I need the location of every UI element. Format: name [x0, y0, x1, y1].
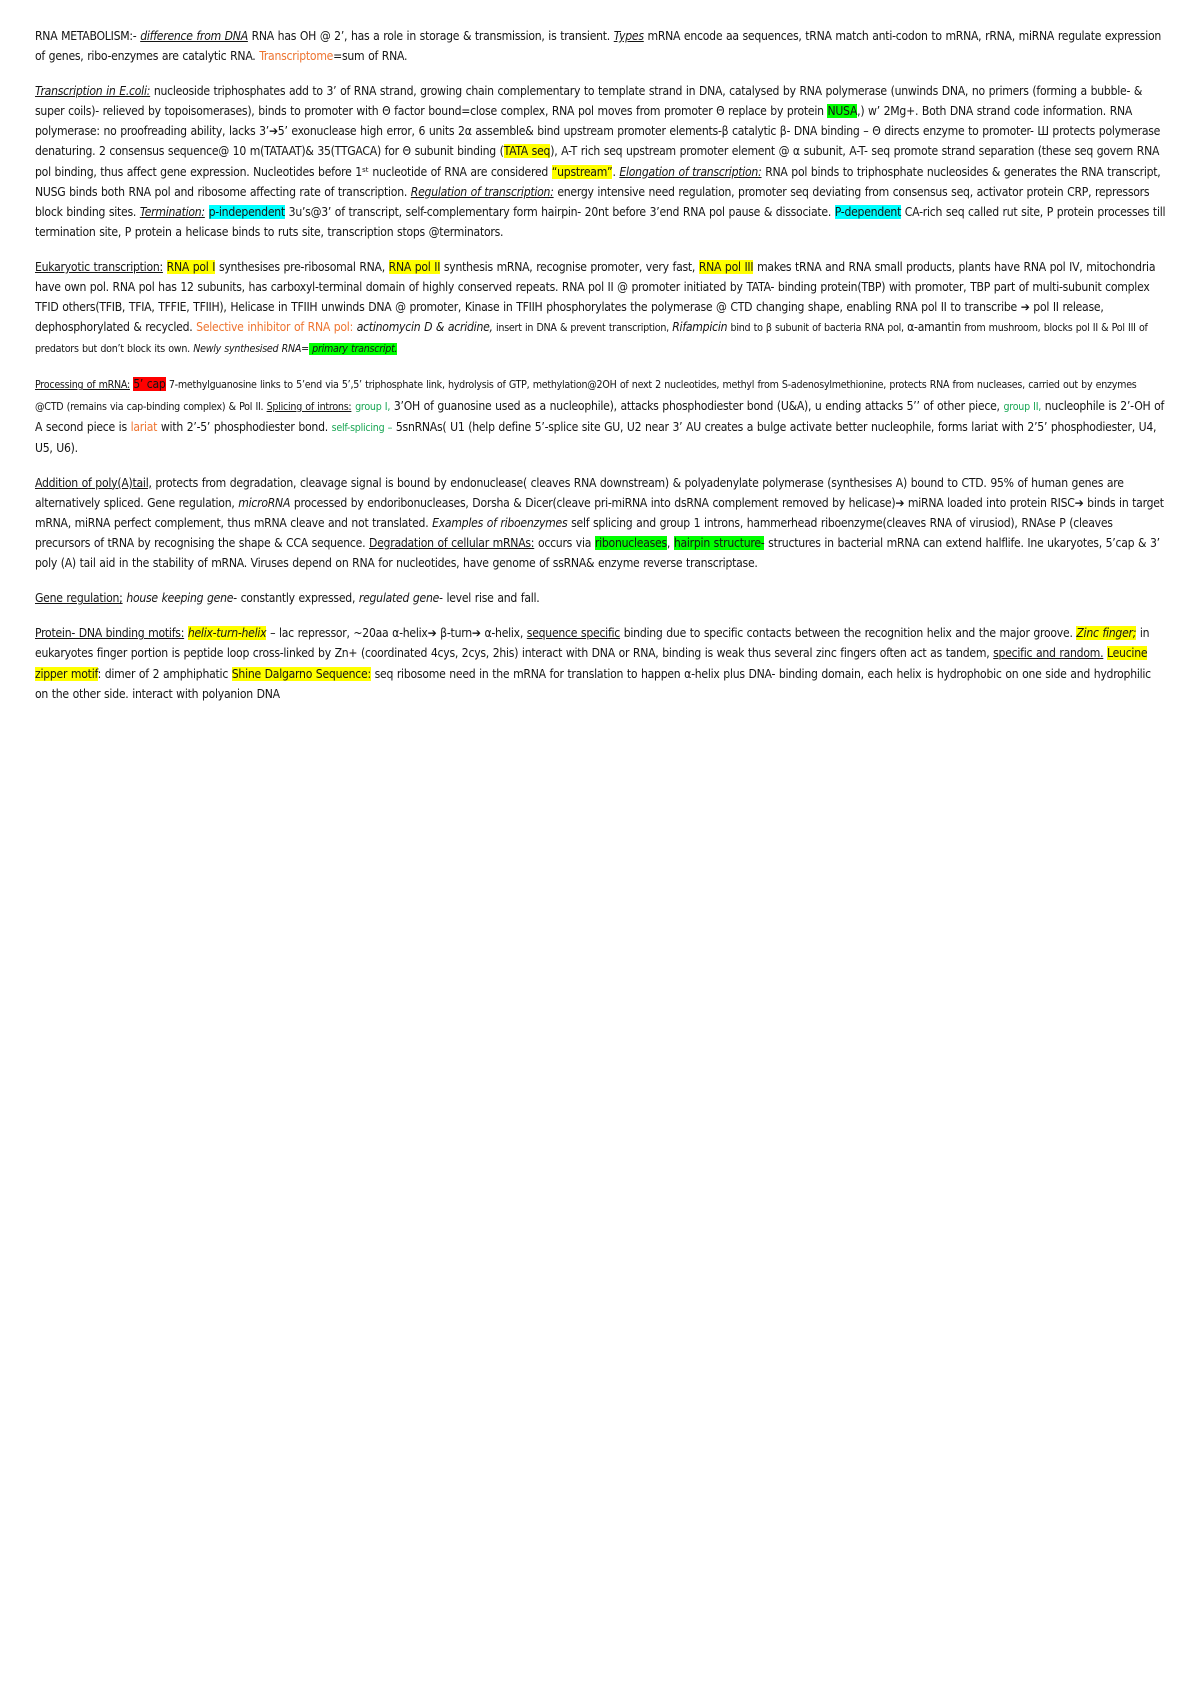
text-run: sequence specific	[526, 626, 621, 641]
paragraph-transcription-e-coli	[35, 81, 1167, 242]
text-run: Addition of poly(A)tail,	[35, 475, 152, 490]
text-run: synthesises pre-ribosomal RNA,	[215, 259, 389, 274]
paragraph-protein-dna-binding	[35, 623, 1167, 703]
text-run: 7-methylguanosine links to 5’end via 5’,5’ triphosphate link, hydrolysis of GTP, methylation@2OH of next 2 nucleotides, methyl from S-adenosylmethionine, protects RNA from nucleases, carried out by enzymes @CTD (remains via cap-binding complex) & Pol II.	[35, 379, 1137, 413]
text-run: Transcription in E.coli:	[35, 84, 151, 99]
highlighted-term: RNA pol I	[166, 259, 216, 274]
text-run: Selective inhibitor of RNA pol:	[196, 320, 353, 335]
highlighted-term: helix-turn-helix	[187, 626, 267, 641]
paragraph-poly-a-tail	[35, 473, 1167, 573]
text-run: in eukaryotes finger portion is peptide loop cross-linked by Zn+ (coordinated 4cys, 2cys, 2his) interact with DNA or RNA, binding is weak thus several zinc fingers often act as tandem,	[35, 626, 1150, 661]
text-run: constantly expressed,	[236, 591, 359, 606]
text-run	[205, 205, 209, 219]
text-run: microRNA	[238, 495, 291, 510]
text-run: group II,	[1003, 400, 1042, 413]
text-run: Elongation of transcription:	[619, 164, 762, 179]
text-run: binding due to specific contacts between the recognition helix and the major groove.	[620, 626, 1077, 641]
text-run: house keeping gene-	[126, 591, 237, 606]
highlighted-term: Leucine zipper motif	[35, 646, 1148, 681]
text-run: Splicing of introns:	[266, 400, 352, 413]
text-run: makes tRNA and RNA small products, plants have RNA pol IV, mitochondria have own pol. RNA pol has 12 subunits, has carboxyl-terminal domain of highly conserved repeats. RNA pol II @ promoter initiated by TATA- binding protein(TBP) with promoter, TBP part of multi-subunit complex TFID others(TFIB, TFIA, TFFIE, TFIIH), Helicase in TFIIH unwinds DNA @ promoter, Kinase in TFIIH phosphorylates the polymerase @ CTD changing shape, enabling RNA pol II to transcribe ➔ pol II release, dephosphorylated & recycled.	[35, 259, 1156, 335]
highlighted-term: “upstream”	[551, 164, 613, 179]
text-run: level rise and fall.	[442, 591, 540, 606]
highlighted-term: Zinc finger;	[1076, 626, 1137, 641]
text-run: 5snRNAs( U1 (help define 5’-splice site GU, U2 near 3’ AU creates a bulge activate better nucleophile, forms lariat with 2’5’ phosphodiester, U4, U5, U6).	[35, 419, 1157, 455]
text-run: specific and random.	[993, 646, 1104, 661]
text-run: 3u’s@3’ of transcript, self-complementary form hairpin- 20nt before 3’end RNA pol pause & dissociate.	[284, 204, 835, 219]
text-run: RNA METABOLISM:-	[35, 29, 141, 43]
highlighted-term: RNA pol III	[698, 259, 754, 274]
highlighted-term: RNA pol II	[388, 259, 441, 274]
paragraph-processing-mrna	[35, 374, 1167, 457]
text-run: self-splicing –	[331, 421, 393, 434]
text-run: protects from degradation, cleavage signal is bound by endonuclease( cleaves RNA downstream) & polyadenylate polymerase (synthesises A) bound to CTD. 95% of human genes are alternatively spliced. Gene regulation,	[35, 475, 1124, 510]
paragraph-gene-regulation	[35, 588, 1167, 608]
text-run: Eukaryotic transcription:	[35, 259, 163, 274]
text-run: energy intensive need regulation, promoter seq deviating from consensus seq, activator protein CRP, repressors block binding sites.	[35, 184, 1150, 219]
text-run: regulated gene-	[358, 591, 443, 606]
text-run: group I,	[355, 400, 391, 413]
highlighted-term: primary transcript.	[308, 343, 398, 356]
text-run: ), A-T rich seq upstream promoter element @ α subunit, A-T- seq promote strand separation (these seq govern RNA pol binding, thus affect gene expression. Nucleotides before 1ˢᵗ nucleotide of RNA are considered	[35, 144, 1160, 179]
highlighted-term: TATA seq	[503, 144, 551, 159]
text-run: self splicing and group 1 introns, hammerhead riboenzyme(cleaves RNA of virusiod), RNAse P (cleaves precursors of tRNA by recognising the shape & CCA sequence.	[35, 515, 1113, 551]
text-run: from mushroom, blocks pol II & Pol III of predators but don’t block its own.	[35, 322, 1148, 356]
text-run: nucleoside triphosphates add to 3’ of RNA strand, growing chain complementary to template strand in DNA, catalysed by RNA polymerase (unwinds DNA, no primers (forming a bubble- & super coils)- relieved by topoisomerases), binds to promoter with Θ factor bound=close complex, RNA pol moves from promoter Θ replace by protein	[35, 84, 1143, 119]
highlighted-term: 5’ cap	[133, 377, 166, 392]
text-run: Gene regulation;	[35, 591, 123, 606]
text-run: lariat	[130, 419, 158, 434]
text-run: Rifampicin	[672, 320, 728, 335]
text-run: =sum of RNA.	[333, 49, 408, 64]
text-run: difference from DNA	[140, 29, 248, 43]
highlighted-term: Shine Dalgarno Sequence:	[231, 666, 371, 681]
text-run: RNA pol binds to triphosphate nucleosides & generates the RNA transcript, NUSG binds both RNA pol and ribosome affecting rate of transcription.	[35, 164, 1161, 199]
highlighted-term: P-dependent	[834, 204, 902, 219]
text-run: occurs via	[534, 536, 595, 551]
text-run: RNA has OH @ 2’, has a role in storage & transmission, is transient.	[247, 29, 614, 43]
text-run: α-amantin	[907, 320, 961, 335]
text-run: insert in DNA & prevent transcription,	[492, 322, 673, 335]
text-run: : dimer of 2 amphiphatic	[97, 666, 232, 681]
text-run: Degradation of cellular mRNAs:	[368, 536, 535, 551]
text-run: Transcriptome	[259, 49, 334, 64]
text-run: Regulation of transcription:	[410, 184, 554, 199]
text-run: synthesis mRNA, recognise promoter, very fast,	[440, 259, 699, 274]
text-run: 3’OH of guanosine used as a nucleophile), attacks phosphodiester bond (U&A), u ending attacks 5’’ of other piece,	[390, 398, 1004, 413]
highlighted-term: hairpin structure-	[673, 536, 765, 551]
text-run: mRNA encode aa sequences, tRNA match anti-codon to mRNA, rRNA, miRNA regulate expression of genes, ribo-enzymes are catalytic RNA.	[35, 29, 1162, 64]
highlighted-term: p-independent	[208, 204, 285, 219]
text-run: with 2’-5’ phosphodiester bond.	[157, 419, 332, 434]
text-run: Examples of riboenzymes	[432, 515, 568, 530]
text-run: ,) w’ 2Mg+. Both DNA strand code information. RNA polymerase: no proofreading ability, lacks 3’➔5’ exonuclease high error, 6 units 2α assemble& bind upstream promoter elements-β catalytic β- DNA binding – Θ directs enzyme to promoter- Ш protects polymerase denaturing. 2 consensus sequence@ 10 m(TATAAT)& 35(TTGACA) for Θ subunit binding (	[35, 104, 1161, 159]
highlighted-term: ribonucleases	[594, 536, 667, 551]
text-run: nucleophile is 2’-OH of A second piece is	[35, 398, 1165, 434]
text-run: Types	[613, 29, 644, 43]
text-run: Processing of mRNA:	[35, 379, 130, 392]
text-run: actinomycin D & acridine,	[356, 320, 493, 335]
text-run: – lac repressor, ~20aa α-helix➔ β-turn➔ α-helix,	[266, 626, 527, 641]
text-run: Termination:	[139, 204, 205, 219]
highlighted-term: NUSA	[827, 104, 858, 119]
text-run: processed by endoribonucleases, Dorsha & Dicer(cleave pri-miRNA into dsRNA complement removed by helicase)➔ miRNA loaded into protein RISC➔ binds in target mRNA, miRNA perfect complement, thus mRNA cleave and not translated.	[35, 495, 1164, 530]
paragraph-eukaryotic-transcription	[35, 257, 1167, 359]
text-run: bind to β subunit of bacteria RNA pol,	[727, 322, 908, 335]
paragraph-rna-metabolism	[35, 26, 1167, 66]
text-run: seq ribosome need in the mRNA for translation to happen α-helix plus DNA- binding domain, each helix is hydrophobic on one side and hydrophilic on the other side. interact with polyanion DNA	[35, 666, 1151, 701]
notes-page	[35, 26, 1167, 719]
text-run: structures in bacterial mRNA can extend halflife. Ine ukaryotes, 5’cap & 3’ poly (A) tail aid in the stability of mRNA. Viruses depend on RNA for nucleotides, have genome of ssRNA& enzyme reverse transcriptase.	[35, 536, 1160, 571]
text-run: Protein- DNA binding motifs:	[35, 626, 185, 641]
text-run: CA-rich seq called rut site, P protein processes till termination site, P protein a helicase binds to ruts site, transcription stops @terminators.	[35, 204, 1166, 239]
text-run: .	[612, 164, 620, 179]
text-run: Newly synthesised RNA=	[193, 343, 309, 356]
text-run: ,	[666, 536, 674, 551]
